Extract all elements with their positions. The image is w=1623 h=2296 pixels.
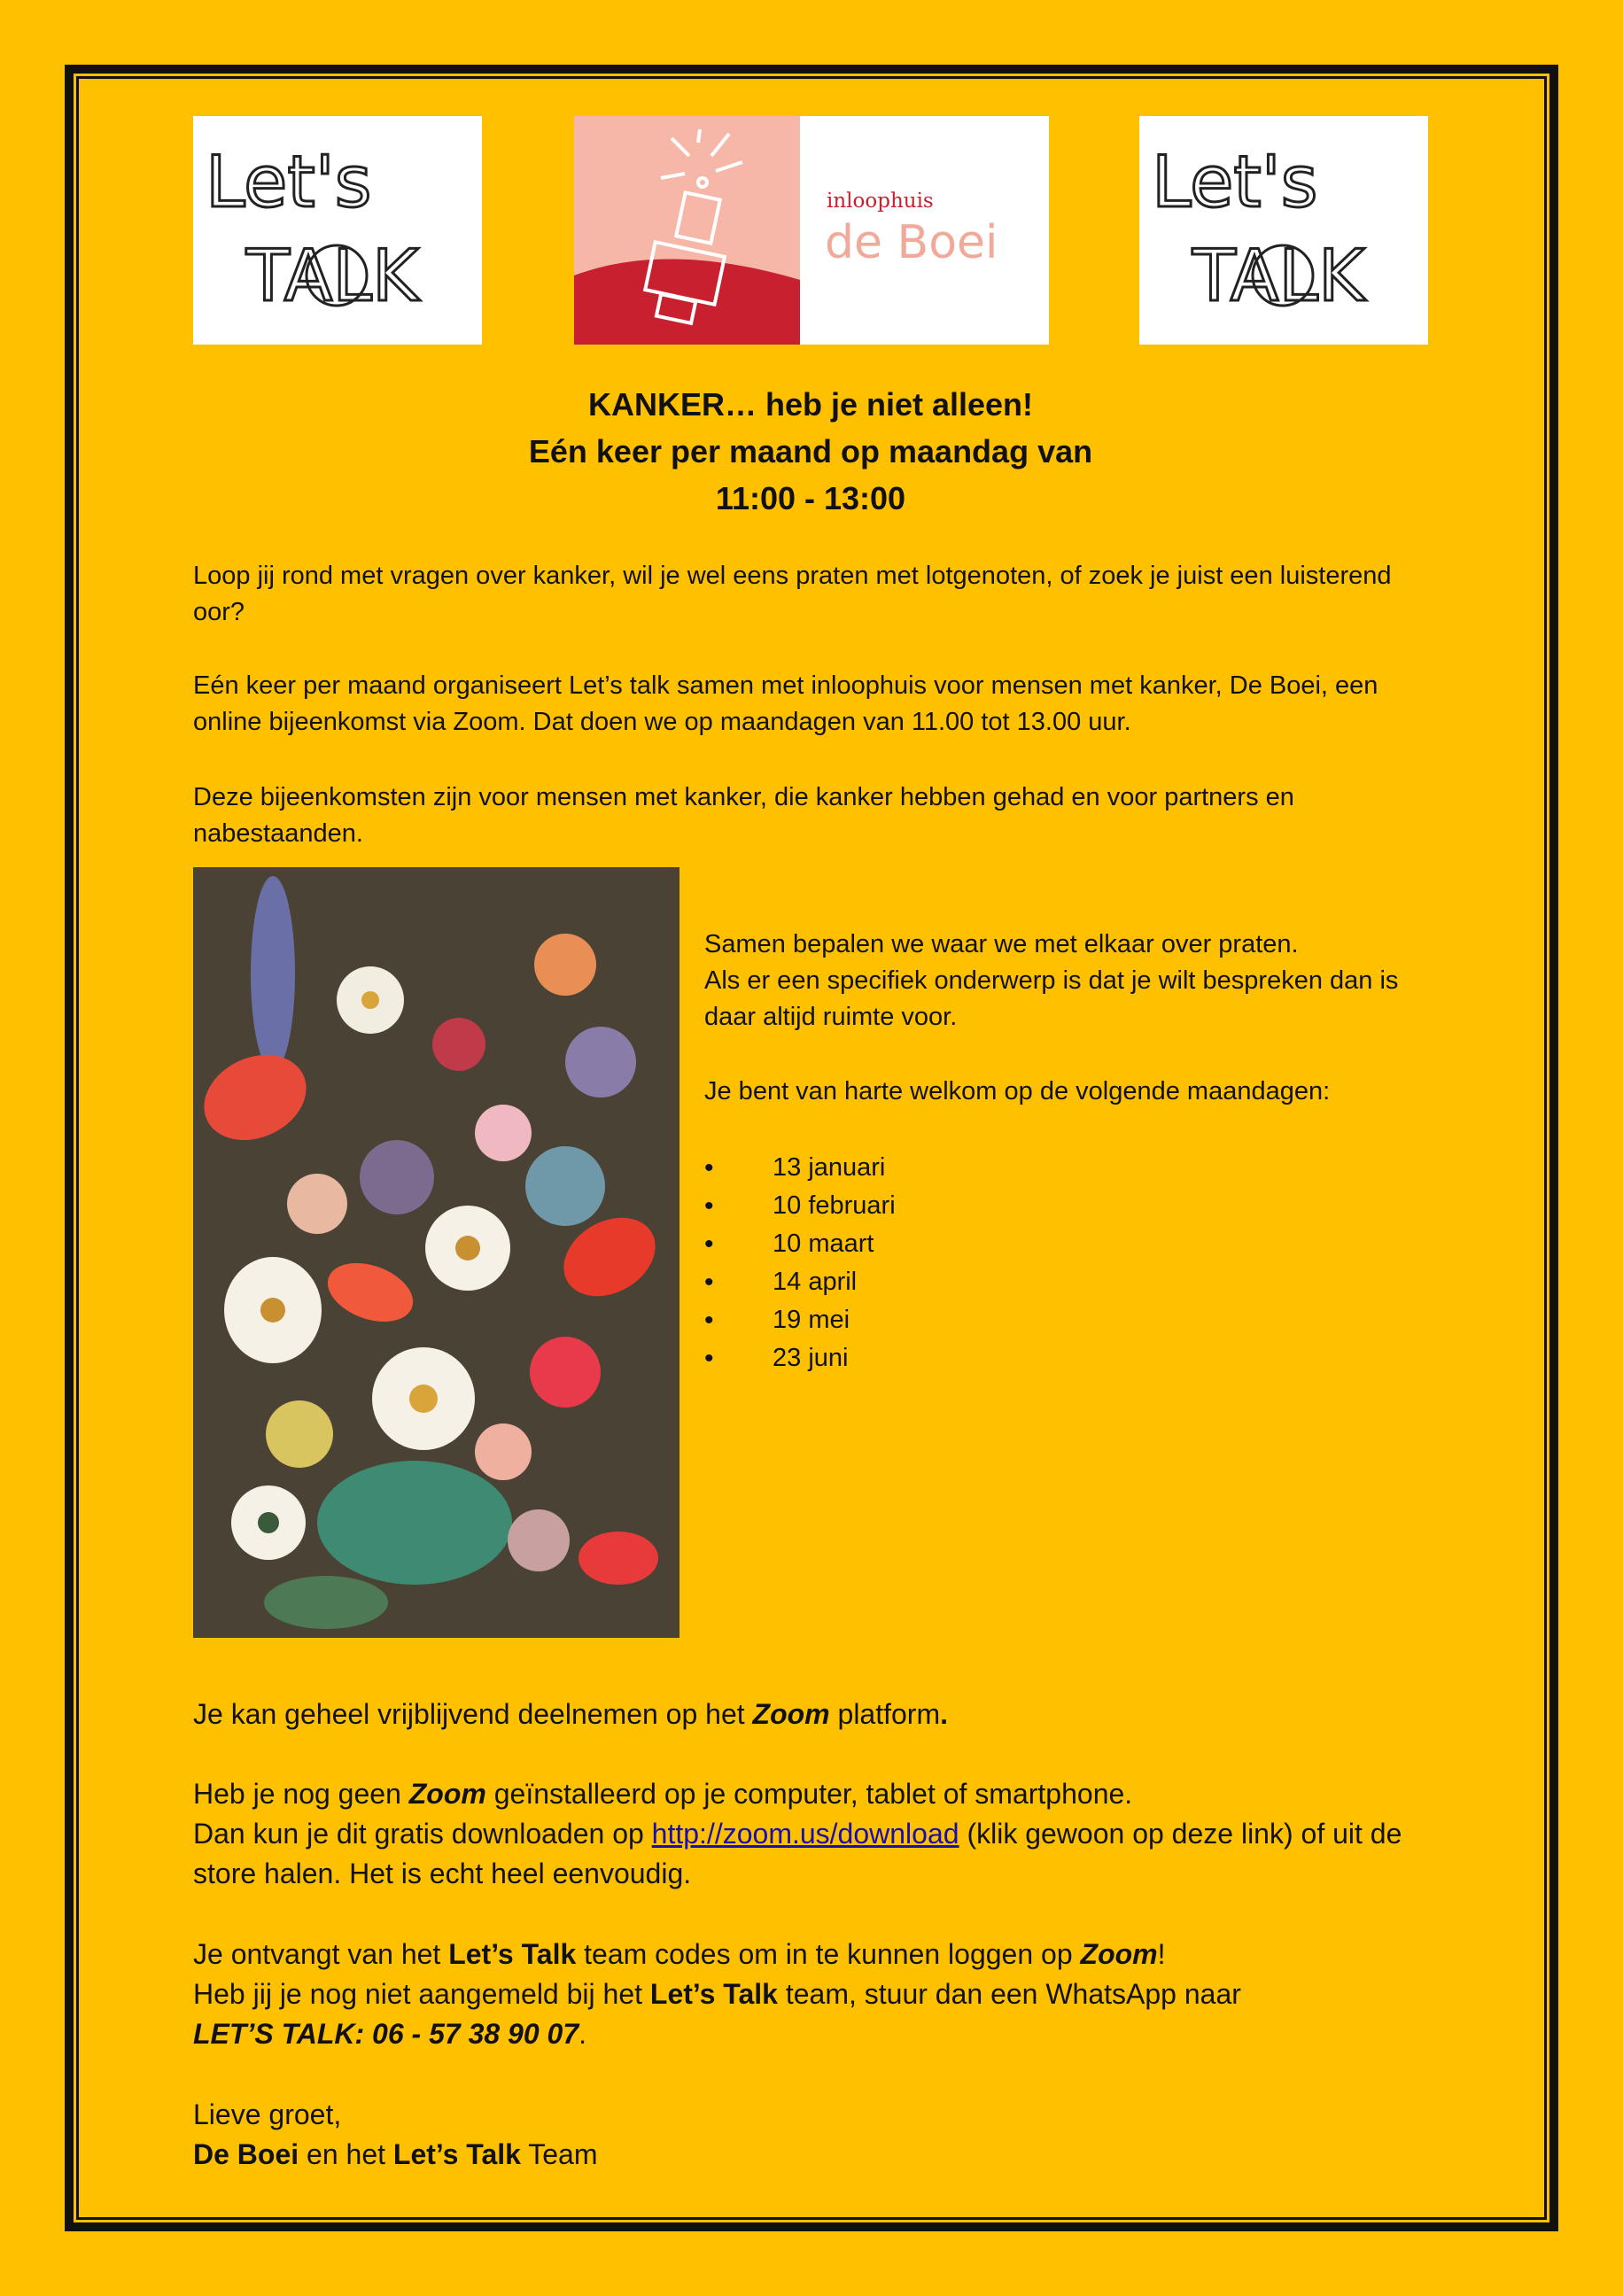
list-item xyxy=(704,1149,1147,1187)
lets-talk-logo-right xyxy=(1139,116,1428,345)
date-list xyxy=(704,1149,1147,1377)
lets-talk-logo-left xyxy=(193,116,482,345)
zoom-paragraph-1 xyxy=(193,1695,1451,1734)
team-name: Let’s Talk xyxy=(392,2138,521,2170)
date-text: 14 april xyxy=(773,1268,858,1296)
zoom-paragraph-2 xyxy=(193,1774,1451,1894)
text: en het xyxy=(299,2138,393,2170)
list-item xyxy=(704,1301,1147,1339)
text: Heb je nog geen xyxy=(193,1778,409,1810)
text: geïnstalleerd op je computer, tablet of smartphone. xyxy=(485,1778,1133,1810)
text: Je ontvangt van het xyxy=(193,1938,449,1970)
list-item xyxy=(704,1187,1147,1225)
text: (klik gewoon op deze link) of uit de store halen. Het is echt heel eenvoudig. xyxy=(193,1818,1402,1889)
bullet-icon: • xyxy=(704,1191,714,1221)
text: . xyxy=(579,2018,587,2050)
date-text: 23 juni xyxy=(773,1344,849,1372)
intro-paragraph-2: Eén keer per maand organiseert Let’s talk samen met inloophuis voor mensen met kanker, De Boei, een online bijeenkomst via Zoom. Dat doen we op maandagen van 11.00 tot 13.00 uur. xyxy=(193,671,1378,736)
page-title xyxy=(193,381,1428,522)
wave-shape xyxy=(574,259,800,345)
text: Dan kun je dit gratis downloaden op xyxy=(193,1818,652,1850)
text: team, stuur dan een WhatsApp naar xyxy=(777,1978,1241,2010)
date-text: 10 februari xyxy=(773,1191,896,1220)
zoom-word: Zoom xyxy=(752,1698,830,1730)
logo-text-lets: Let's xyxy=(206,141,372,223)
bullet-icon: • xyxy=(704,1229,714,1259)
boei-small-text: inloophuis xyxy=(827,190,934,213)
boei-name: De Boei xyxy=(193,2138,299,2170)
closing xyxy=(193,2095,1451,2175)
bullet-icon: • xyxy=(704,1268,714,1297)
text: . xyxy=(940,1698,948,1730)
text: Heb jij je nog niet aangemeld bij het xyxy=(193,1978,650,2010)
side-paragraph xyxy=(704,927,1440,1036)
date-text: 10 maart xyxy=(773,1229,874,1258)
text: ! xyxy=(1157,1938,1166,1970)
phone-number: LET’S TALK: 06 - 57 38 90 07 xyxy=(193,2018,579,2050)
team-name: Let’s Talk xyxy=(649,1978,778,2010)
welcome-text: Je bent van harte welkom op de volgende maandagen: xyxy=(704,1077,1331,1105)
zoom-word: Zoom xyxy=(408,1778,486,1810)
side-line-1: Samen bepalen we waar we met elkaar over praten. xyxy=(704,930,1299,958)
boei-large-text: de Boei xyxy=(825,216,998,269)
title-line-2: Eén keer per maand op maandag van xyxy=(528,433,1093,469)
title-line-1: KANKER… heb je niet alleen! xyxy=(587,386,1034,423)
zoom-word: Zoom xyxy=(1080,1938,1158,1970)
text: team codes om in te kunnen loggen op xyxy=(576,1938,1081,1970)
date-text: 19 mei xyxy=(773,1306,850,1334)
logo-text-talk: TALK xyxy=(246,235,419,317)
contact-paragraph xyxy=(193,1935,1451,2054)
zoom-download-link[interactable]: http://zoom.us/download xyxy=(651,1818,959,1850)
list-item xyxy=(704,1263,1147,1301)
date-text: 13 januari xyxy=(773,1153,886,1182)
list-item xyxy=(704,1339,1147,1377)
de-boei-logo xyxy=(574,116,1049,345)
list-item xyxy=(704,1225,1147,1263)
bullet-icon: • xyxy=(704,1306,714,1335)
text: Je kan geheel vrijblijvend deelnemen op het xyxy=(193,1698,753,1730)
text: platform xyxy=(829,1698,941,1730)
logo-text-talk: TALK xyxy=(1192,235,1365,317)
intro-paragraph-3: Deze bijeenkomsten zijn voor mensen met kanker, die kanker hebben gehad en voor partners en nabestaanden. xyxy=(193,783,1294,848)
team-name: Let’s Talk xyxy=(448,1938,577,1970)
side-line-2: Als er een specifiek onderwerp is dat je wilt bespreken dan is daar altijd ruimte voor. xyxy=(704,966,1399,1031)
logo-text-lets: Let's xyxy=(1152,141,1318,223)
greeting: Lieve groet, xyxy=(193,2098,342,2130)
bullet-icon: • xyxy=(704,1344,714,1373)
text: Team xyxy=(520,2138,598,2170)
flower-painting xyxy=(193,867,679,1638)
intro-paragraph-1: Loop jij rond met vragen over kanker, wil je wel eens praten met lotgenoten, of zoek je juist een luisterend oor? xyxy=(193,562,1392,626)
title-line-3: 11:00 - 13:00 xyxy=(715,480,906,516)
bullet-icon: • xyxy=(704,1153,714,1183)
